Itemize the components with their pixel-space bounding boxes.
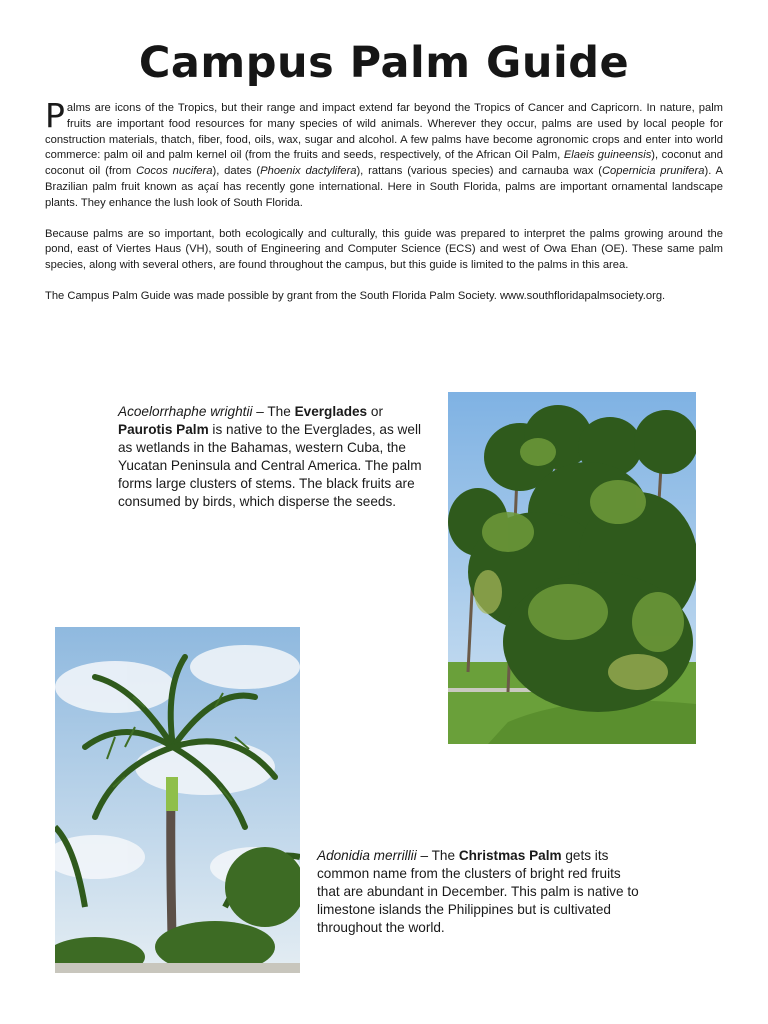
intro-text-segment: ), rattans (various species) and carnauba wax (	[356, 165, 602, 178]
intro-text-segment: Cocos nucifera	[136, 165, 213, 178]
intro-text-segment: Elaeis guineensis	[563, 149, 652, 162]
palm-description-segment: gets its common name from the clusters of bright red fruits that are abundant in December. This palm is native to limestone islands the Philippines but is cultivated throughout the world.	[317, 848, 639, 935]
intro-text-segment: Phoenix dactylifera	[260, 165, 357, 178]
intro-text-segment: ), dates (	[212, 165, 261, 178]
drop-cap: P	[45, 96, 65, 135]
palm-description-segment: Everglades	[294, 404, 368, 419]
everglades-palm-photo	[448, 392, 696, 744]
palm-description-segment: Paurotis Palm	[118, 422, 209, 437]
christmas-palm-photo	[55, 627, 300, 973]
christmas-palm-description	[317, 847, 647, 937]
intro-text-segment: Copernicia prunifera	[601, 165, 705, 178]
intro-paragraph-2: Because palms are so important, both ecologically and culturally, this guide was prepared to interpret the palms growing around the pond, east of Viertes Haus (VH), south of Engineering and Computer Science (ECS) and west of Owa Ehan (OE). These same palm species, along with several others, are found throughout the campus, but this guide is limited to the palms in this area.	[45, 227, 723, 272]
intro-text-segment: ). A Brazilian palm fruit known as açaí has recently gone international. Here in South Florida, palms are important ornamental landscape plants. They enhance the lush look of South Florida.	[45, 165, 724, 209]
intro-text-segment: ), coconut and coconut oil (from	[45, 149, 724, 178]
page-title: Campus Palm Guide	[138, 38, 630, 88]
intro-text-segment: alms are icons of the Tropics, but their range and impact extend far beyond the Tropics of Cancer and Capricorn. In nature, palm fruits are important food resources for many species of wild animals. Wherever they occur, palms are used by local people for construction materials, thatch, fiber, food, oils, wax, sugar and alcohol. A few palms have become agronomic crops and enter into world commerce: palm oil and palm kernel oil (from the fruits and seeds, respectively, of the African Oil Palm,	[45, 102, 723, 162]
palm-description-segment: Christmas Palm	[458, 848, 562, 863]
palm-description-segment: – The	[252, 404, 295, 419]
palm-description-segment: Acoelorrhaphe wrightii	[118, 404, 253, 419]
palm-description-segment: is native to the Everglades, as well as wetlands in the Bahamas, western Cuba, the Yucatan Peninsula and Central America. The palm forms large clusters of stems. The black fruits are consumed by birds, which disperse the seeds.	[118, 422, 422, 509]
intro-text	[45, 96, 724, 320]
intro-paragraph-3: The Campus Palm Guide was made possible by grant from the South Florida Palm Society. www.southfloridapalmsociety.org.	[45, 289, 666, 302]
everglades-palm-description	[118, 403, 436, 511]
palm-description-segment: or	[367, 404, 383, 419]
palm-description-segment: Adonidia merrillii	[317, 848, 417, 863]
intro-paragraph-1	[45, 96, 724, 212]
palm-description-segment: – The	[416, 848, 459, 863]
